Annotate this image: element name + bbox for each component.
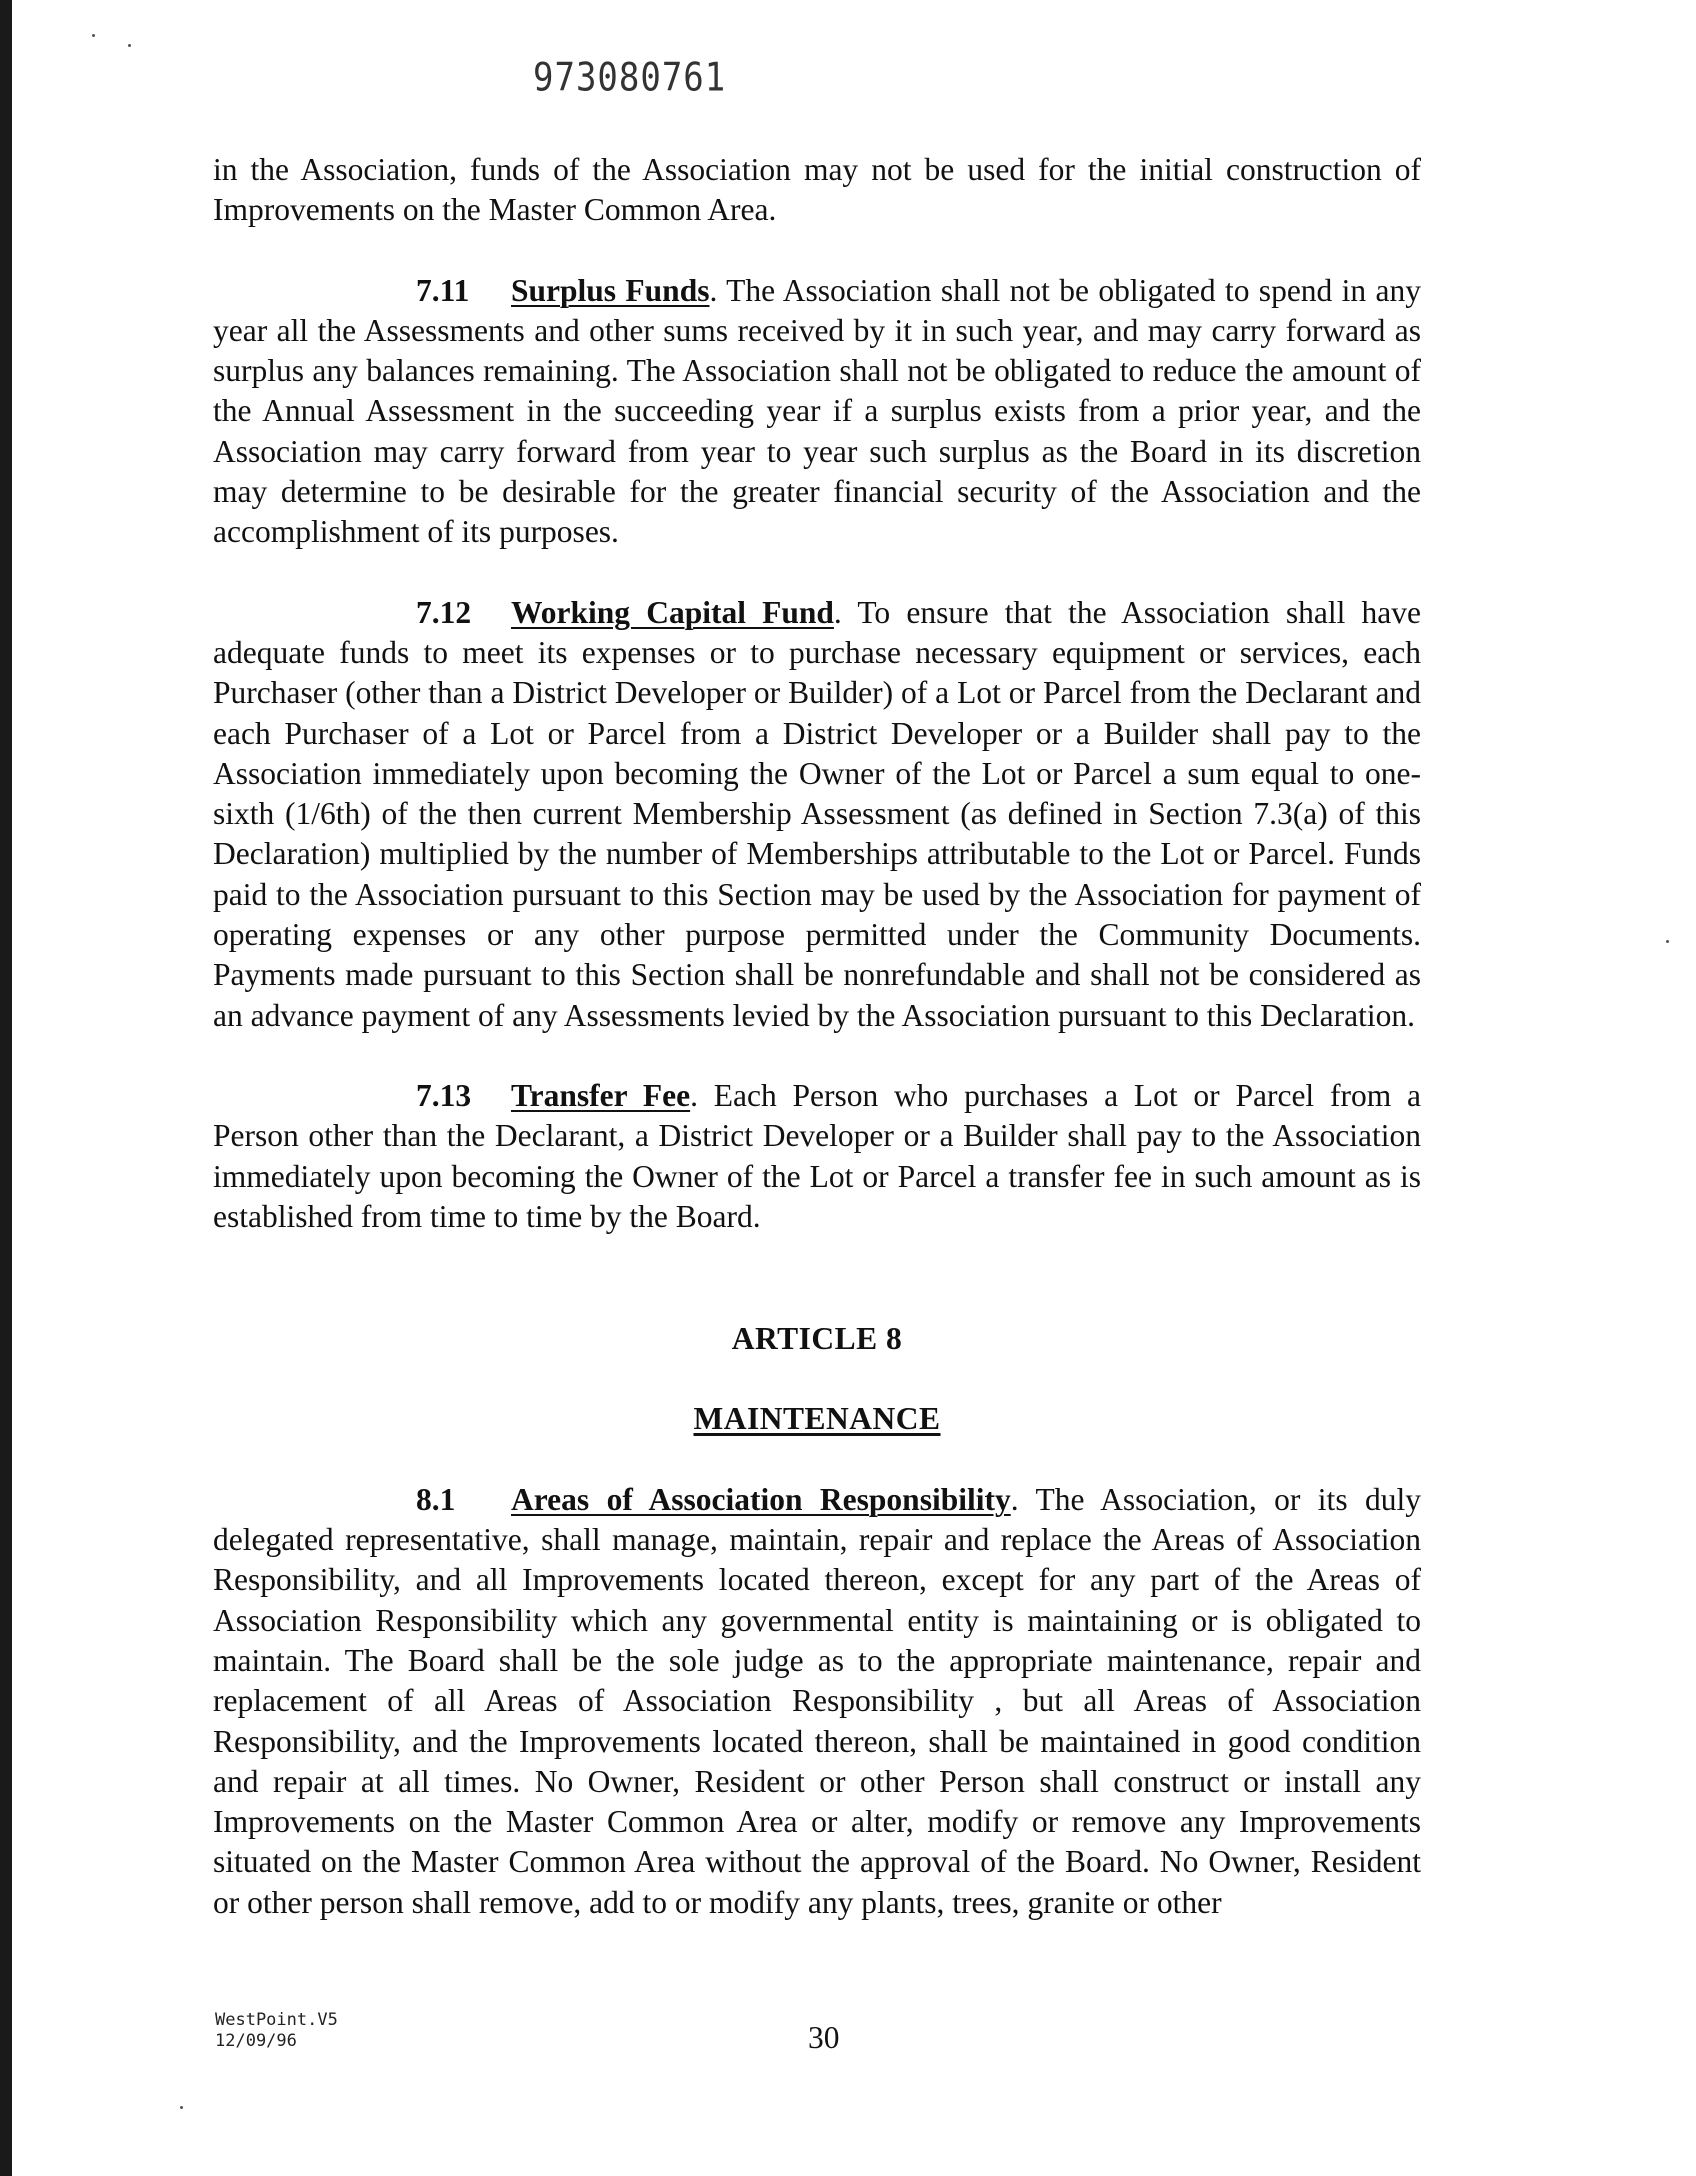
scan-left-edge bbox=[0, 0, 12, 2176]
section-7-12 bbox=[213, 593, 1421, 1036]
intro-paragraph: in the Association, funds of the Association may not be used for the initial construction of Improvements on the Master Common Area. bbox=[213, 152, 1421, 228]
section-8-1 bbox=[213, 1480, 1421, 1923]
scan-speck bbox=[92, 34, 95, 37]
scan-speck bbox=[1666, 940, 1669, 943]
section-body: . The Association shall not be obligated to spend in any year all the Assessments and other sums received by it in such year, and may carry forward as surplus any balances remaining. The Association shall not be obligated to reduce the amount of the Annual Assessment in the succeeding year if a surplus exists from a prior year, and the Association may carry forward from year to year such surplus as the Board in its discretion may determine to be desirable for the greater financial security of the Association and the accomplishment of its purposes. bbox=[213, 272, 1421, 550]
section-number: 7.12 bbox=[416, 594, 472, 630]
section-7-13 bbox=[213, 1076, 1421, 1237]
section-heading: Surplus Funds bbox=[511, 272, 710, 308]
article-title: ARTICLE 8 bbox=[731, 1321, 903, 1357]
page-number: 30 bbox=[808, 2020, 840, 2055]
section-body: . Each Person who purchases a Lot or Parcel from a Person other than the Declarant, a District Developer or a Builder shall pay to the Association immediately upon becoming the Owner of the Lot or Parcel a transfer fee in such amount as is established from time to time by the Board. bbox=[213, 1077, 1421, 1234]
section-heading: Transfer Fee bbox=[511, 1077, 691, 1113]
scan-speck bbox=[128, 44, 131, 47]
scan-speck bbox=[180, 2106, 183, 2109]
footer-file-info bbox=[215, 2010, 338, 2052]
section-number: 7.11 bbox=[416, 272, 470, 308]
section-7-11 bbox=[213, 271, 1421, 553]
section-number: 7.13 bbox=[416, 1077, 472, 1113]
document-number: 973080761 bbox=[533, 55, 727, 101]
section-body: . The Association, or its duly delegated representative, shall manage, maintain, repair and replace the Areas of Association Responsibility, and all Improvements located thereon, except for any part of the Areas of Association Responsibility which any governmental entity is maintaining or is obligated to maintain. The Board shall be the sole judge as to the appropriate maintenance, repair and replacement of all Areas of Association Responsibility , but all Areas of Association Responsibility, and the Improvements located thereon, shall be maintained in good condition and repair at all times. No Owner, Resident or other Person shall construct or install any Improvements on the Master Common Area or alter, modify or remove any Improvements situated on the Master Common Area without the approval of the Board. No Owner, Resident or other person shall remove, add to or modify any plants, trees, granite or other bbox=[213, 1481, 1421, 1920]
footer-file-name: WestPoint.V5 bbox=[215, 2010, 338, 2030]
section-number: 8.1 bbox=[416, 1481, 456, 1517]
footer-date: 12/09/96 bbox=[215, 2031, 297, 2051]
article-subtitle: MAINTENANCE bbox=[693, 1401, 941, 1437]
document-body bbox=[213, 150, 1421, 1923]
section-body: . To ensure that the Association shall have adequate funds to meet its expenses or to purchase necessary equipment or services, each Purchaser (other than a District Developer or Builder) of a Lot or Parcel from the Declarant and each Purchaser of a Lot or Parcel from a District Developer or a Builder shall pay to the Association immediately upon becoming the Owner of the Lot or Parcel a sum equal to one-sixth (1/6th) of the then current Membership Assessment (as defined in Section 7.3(a) of this Declaration) multiplied by the number of Memberships attributable to the Lot or Parcel. Funds paid to the Association pursuant to this Section may be used by the Association for payment of operating expenses or any other purpose permitted under the Community Documents. Payments made pursuant to this Section shall be nonrefundable and shall not be considered as an advance payment of any Assessments levied by the Association pursuant to this Declaration. bbox=[213, 594, 1422, 1033]
section-heading: Areas of Association Responsibility bbox=[511, 1481, 1011, 1517]
section-heading: Working Capital Fund bbox=[511, 594, 834, 630]
